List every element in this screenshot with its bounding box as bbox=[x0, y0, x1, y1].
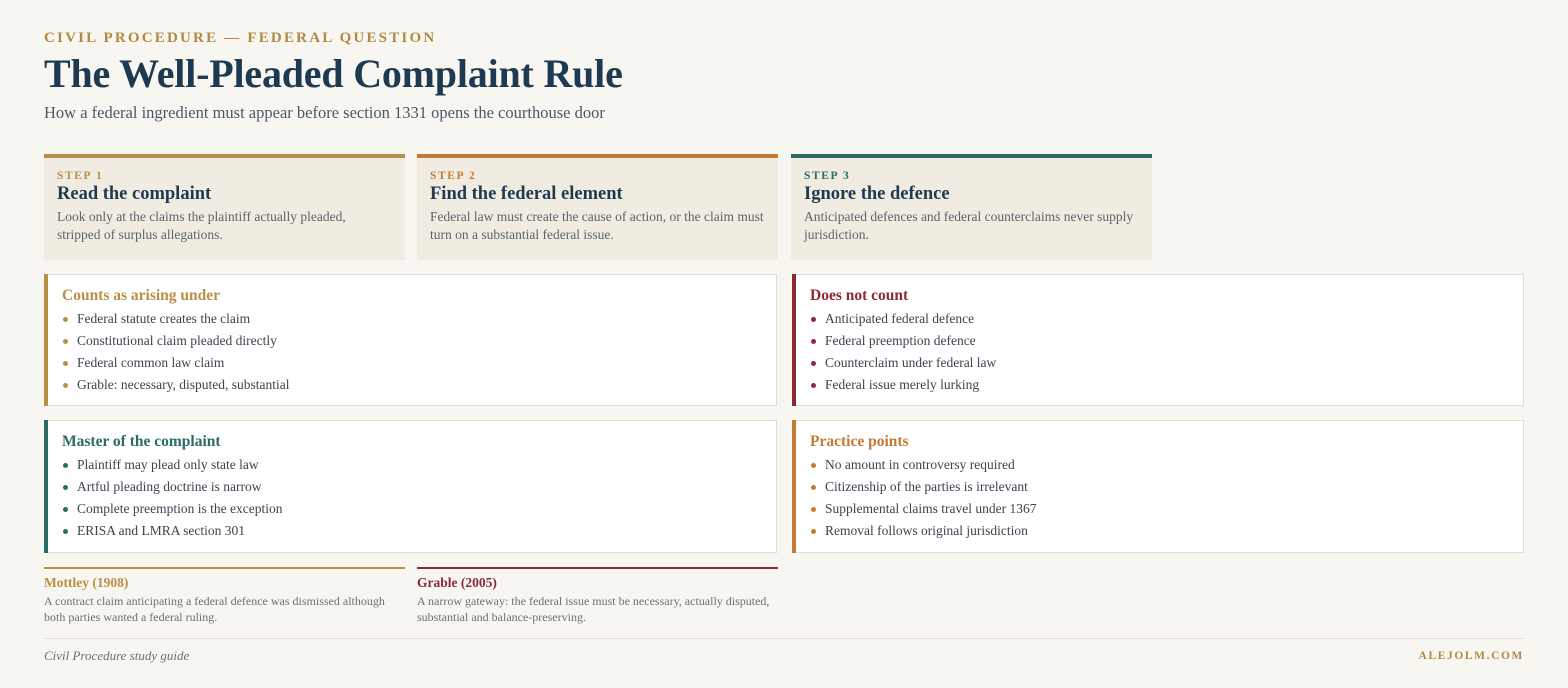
case-accent-bar bbox=[417, 567, 778, 569]
card-does-not-count bbox=[792, 274, 1524, 406]
case-title: Mottley (1908) bbox=[44, 575, 129, 590]
card-list bbox=[62, 456, 760, 544]
list-item bbox=[62, 522, 760, 544]
bullet-dot bbox=[811, 485, 816, 490]
list-item-text: Citizenship of the parties is irrelevant bbox=[825, 479, 1028, 494]
case-note-grable bbox=[417, 567, 778, 625]
case-accent-bar bbox=[44, 567, 405, 569]
step-label: STEP 1 bbox=[57, 170, 104, 182]
list-item bbox=[810, 310, 1507, 332]
list-item-text: Constitutional claim pleaded directly bbox=[77, 333, 277, 348]
card-accent-bar bbox=[792, 420, 796, 553]
list-item bbox=[62, 310, 760, 332]
footer-caption: Civil Procedure study guide bbox=[44, 648, 190, 663]
list-item bbox=[62, 354, 760, 376]
card-counts-as-arising-under bbox=[44, 274, 777, 406]
list-item-text: Removal follows original jurisdiction bbox=[825, 523, 1028, 538]
case-body: A narrow gateway: the federal issue must be necessary, actually disputed, substantial and balance-preserving. bbox=[417, 594, 770, 624]
step-body: Federal law must create the cause of action, or the claim must turn on a substantial federal issue. bbox=[430, 209, 764, 242]
list-item bbox=[62, 500, 760, 522]
card-list bbox=[810, 310, 1507, 398]
list-item-text: Counterclaim under federal law bbox=[825, 355, 997, 370]
list-item bbox=[810, 354, 1507, 376]
bullet-dot bbox=[811, 339, 816, 344]
eyebrow: CIVIL PROCEDURE — FEDERAL QUESTION bbox=[44, 30, 437, 46]
bullet-dot bbox=[63, 339, 68, 344]
list-item-text: Supplemental claims travel under 1367 bbox=[825, 501, 1037, 516]
list-item bbox=[810, 332, 1507, 354]
list-item bbox=[810, 478, 1507, 500]
list-item-text: Complete preemption is the exception bbox=[77, 501, 283, 516]
list-item-text: Anticipated federal defence bbox=[825, 311, 975, 326]
bullet-dot bbox=[811, 507, 816, 512]
case-body: A contract claim anticipating a federal defence was dismissed although both parties wanted a federal ruling. bbox=[44, 594, 385, 624]
step-accent-bar bbox=[44, 154, 405, 158]
list-item-text: No amount in controversy required bbox=[825, 457, 1015, 472]
bullet-dot bbox=[63, 383, 68, 388]
list-item bbox=[62, 456, 760, 478]
list-item-text: Federal preemption defence bbox=[825, 333, 976, 348]
card-master-of-the-complaint bbox=[44, 420, 777, 553]
card-list bbox=[62, 310, 760, 398]
bullet-dot bbox=[63, 507, 68, 512]
footer-site-link[interactable]: ALEJOLM.COM bbox=[1418, 650, 1524, 662]
step-card-3 bbox=[791, 154, 1152, 260]
step-accent-bar bbox=[417, 154, 778, 158]
step-body: Anticipated defences and federal counterclaims never supply jurisdiction. bbox=[804, 209, 1134, 242]
bullet-dot bbox=[63, 529, 68, 534]
card-title: Counts as arising under bbox=[62, 287, 221, 304]
bullet-dot bbox=[63, 485, 68, 490]
card-accent-bar bbox=[792, 274, 796, 406]
step-card-2 bbox=[417, 154, 778, 260]
card-list bbox=[810, 456, 1507, 544]
case-note-mottley bbox=[44, 567, 405, 625]
list-item-text: Federal issue merely lurking bbox=[825, 377, 980, 392]
card-title: Master of the complaint bbox=[62, 433, 221, 450]
list-item-text: Plaintiff may plead only state law bbox=[77, 457, 259, 472]
step-label: STEP 2 bbox=[430, 170, 477, 182]
step-body: Look only at the claims the plaintiff actually pleaded, stripped of surplus allegations. bbox=[57, 209, 346, 242]
list-item-text: Federal common law claim bbox=[77, 355, 225, 370]
bullet-dot bbox=[63, 317, 68, 322]
card-practice-points bbox=[792, 420, 1524, 553]
step-label: STEP 3 bbox=[804, 170, 851, 182]
step-title: Read the complaint bbox=[57, 184, 212, 204]
study-guide-page bbox=[44, 0, 1524, 688]
step-card-1 bbox=[44, 154, 405, 260]
bullet-dot bbox=[811, 361, 816, 366]
page-title: The Well-Pleaded Complaint Rule bbox=[44, 51, 623, 96]
list-item bbox=[62, 478, 760, 500]
bullet-dot bbox=[811, 383, 816, 388]
bullet-dot bbox=[63, 361, 68, 366]
card-accent-bar bbox=[44, 274, 48, 406]
case-title: Grable (2005) bbox=[417, 575, 497, 590]
list-item bbox=[810, 376, 1507, 398]
list-item-text: Grable: necessary, disputed, substantial bbox=[77, 377, 290, 392]
list-item-text: Artful pleading doctrine is narrow bbox=[77, 479, 262, 494]
list-item bbox=[810, 522, 1507, 544]
card-title: Practice points bbox=[810, 433, 909, 450]
list-item bbox=[62, 376, 760, 398]
step-title: Find the federal element bbox=[430, 184, 623, 204]
list-item bbox=[62, 332, 760, 354]
footer-divider bbox=[44, 638, 1524, 639]
list-item-text: ERISA and LMRA section 301 bbox=[77, 523, 245, 538]
bullet-dot bbox=[63, 463, 68, 468]
card-title: Does not count bbox=[810, 287, 909, 304]
bullet-dot bbox=[811, 529, 816, 534]
bullet-dot bbox=[811, 317, 816, 322]
step-title: Ignore the defence bbox=[804, 184, 950, 204]
list-item bbox=[810, 456, 1507, 478]
card-accent-bar bbox=[44, 420, 48, 553]
step-accent-bar bbox=[791, 154, 1152, 158]
bullet-dot bbox=[811, 463, 816, 468]
page-subtitle: How a federal ingredient must appear before section 1331 opens the courthouse door bbox=[44, 103, 605, 122]
list-item-text: Federal statute creates the claim bbox=[77, 311, 251, 326]
list-item bbox=[810, 500, 1507, 522]
